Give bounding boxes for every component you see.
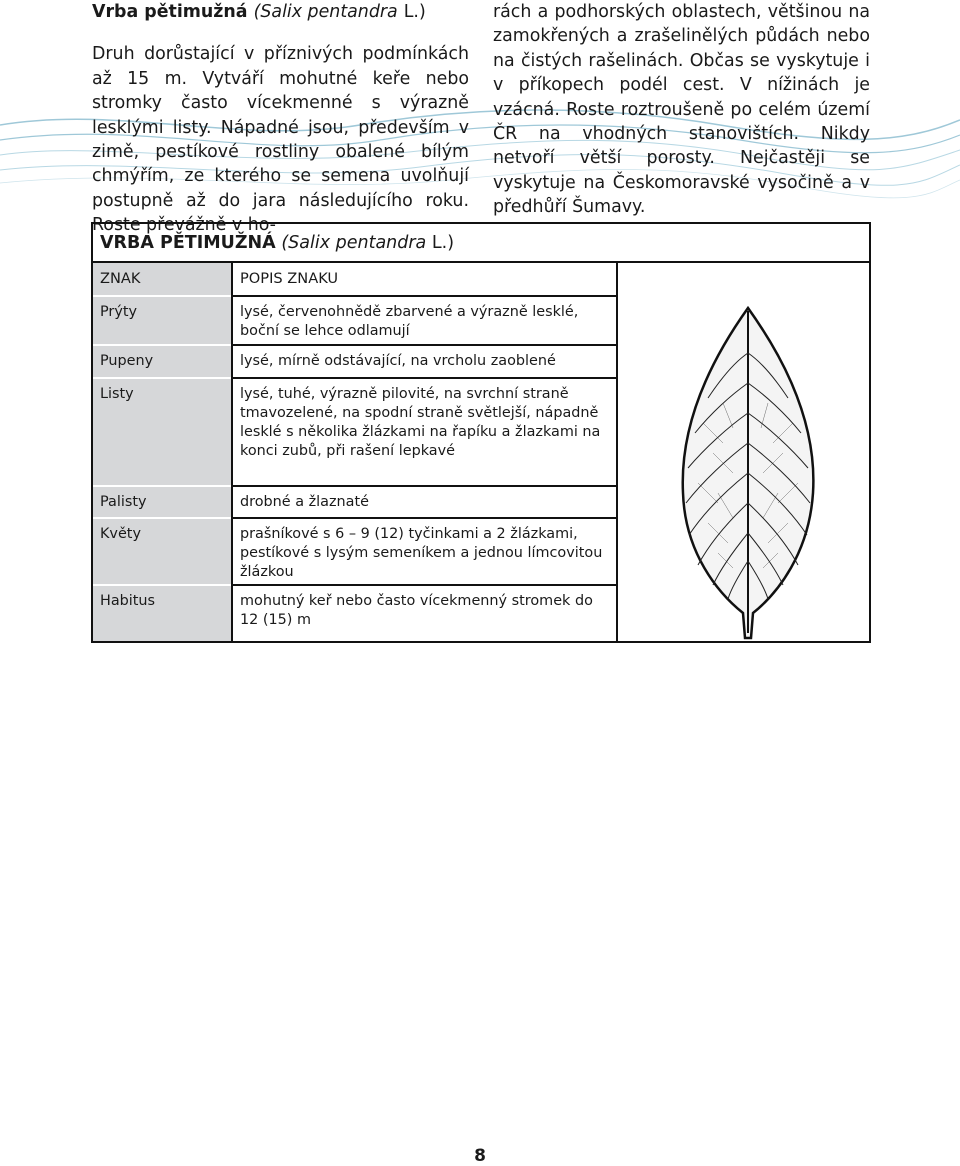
- znak-cell: Habitus: [100, 593, 156, 609]
- intro-left-column: [92, 0, 469, 238]
- popis-cell: mohutný keř nebo často vícekmenný stromek do 12 (15) m: [240, 593, 593, 628]
- popis-column: [233, 263, 618, 641]
- popis-header: POPIS ZNAKU: [233, 263, 616, 297]
- popis-cell: prašníkové s 6 – 9 (12) tyčinkami a 2 žlázkami, pestíkové s lysým semeníkem a jednou límcovitou žlázkou: [233, 519, 616, 586]
- species-table: [91, 222, 871, 643]
- leaf-illustration-cell: [618, 263, 869, 641]
- intro-right-column: [493, 0, 870, 220]
- znak-cell: Pupeny: [93, 346, 231, 379]
- znak-column: [93, 263, 233, 641]
- leaf-illustration: [673, 303, 823, 643]
- intro-text-left: Druh dorůstající v příznivých podmínkách až 15 m. Vytváří mohutné keře nebo stromky často vícekmenné s výrazně lesklými listy. Nápadné jsou, především v zimě, pestíkové rostliny obalené bílým chmýřím, ze kterého se semena uvolňují postupně až do jara následujícího roku. Roste převážně v ho-: [92, 44, 469, 236]
- page-number: 8: [474, 1146, 486, 1166]
- intro-text-right: rách a podhorských oblastech, většinou na zamokřených a zrašelinělých půdách nebo na čistých rašelinách. Občas se vyskytuje i v příkopech podél cest. V nížinách je vzácná. Roste roztroušeně po celém území ČR na vhodných stanovištích. Nikdy netvoří větší porosty. Nejčastěji se vyskytuje na Českomoravské vysočině a v předhůří Šumavy.: [493, 2, 870, 218]
- popis-cell: lysé, mírně odstávající, na vrcholu zaoblené: [233, 346, 616, 379]
- popis-cell: lysé, červenohnědě zbarvené a výrazně lesklé, boční se lehce odlamují: [233, 297, 616, 346]
- znak-cell: Listy: [93, 379, 231, 487]
- table-title: VRBA PĚTIMUŽNÁ (Salix pentandra L.): [93, 224, 869, 263]
- znak-cell: Palisty: [93, 487, 231, 519]
- species-heading: Vrba pětimužná (Salix pentandra L.): [92, 2, 426, 22]
- znak-cell: Květy: [93, 519, 231, 586]
- popis-cell: lysé, tuhé, výrazně pilovité, na svrchní straně tmavozelené, na spodní straně světlejší, nápadně lesklé s několika žlázkami na řapíku a žlazkami na konci zubů, při rašení lepkavé: [233, 379, 616, 487]
- znak-header: ZNAK: [93, 263, 231, 297]
- popis-cell: drobné a žlaznaté: [233, 487, 616, 519]
- znak-cell: Prýty: [93, 297, 231, 346]
